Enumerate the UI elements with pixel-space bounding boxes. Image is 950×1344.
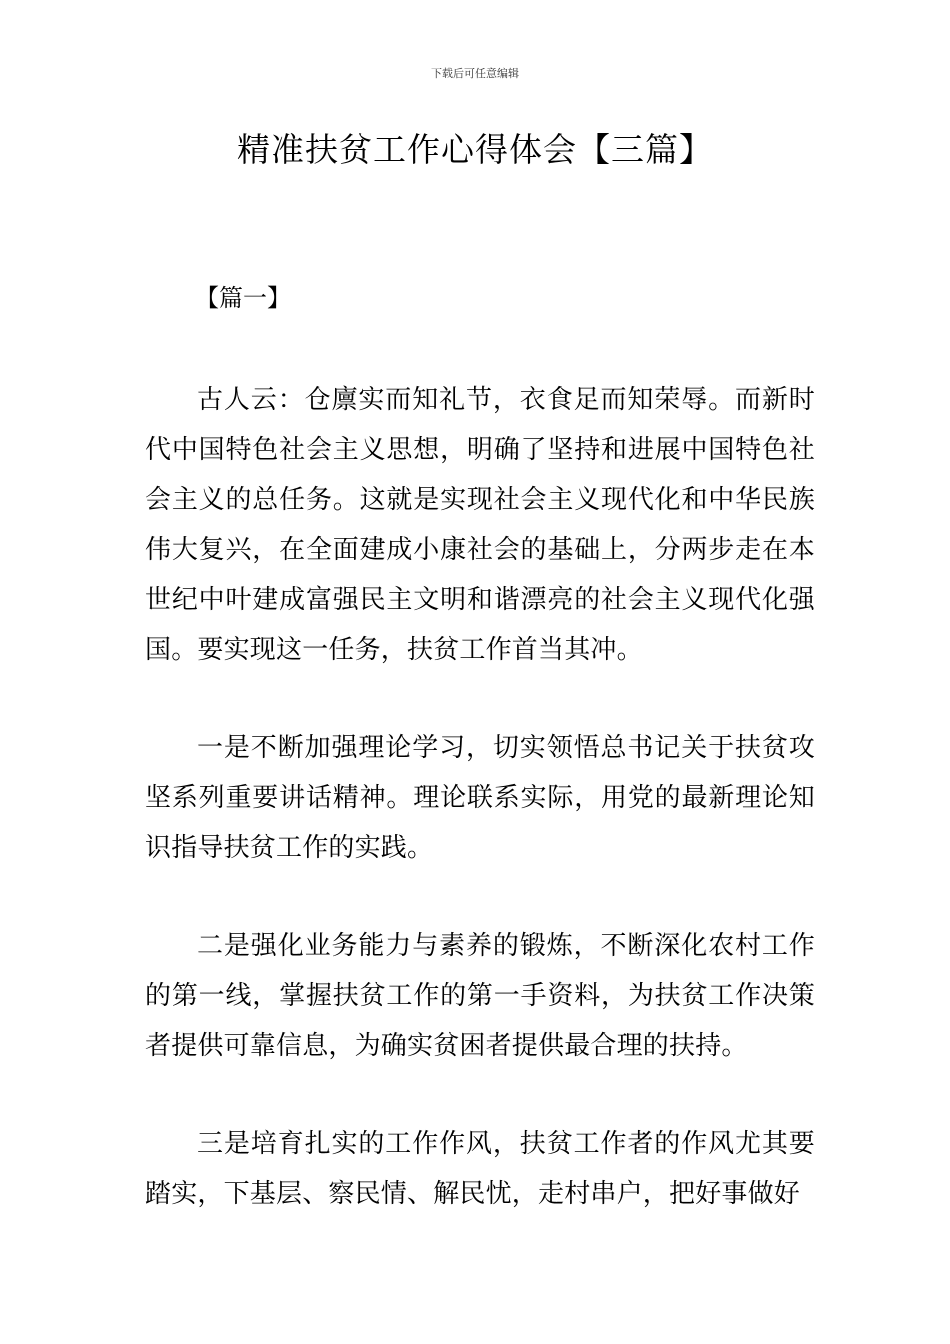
section-label: 【篇一】 <box>195 284 291 312</box>
paragraph: 古人云：仓廪实而知礼节，衣食足而知荣辱。而新时代中国特色社会主义思想，明确了坚持和进展中国特色社会主义的总任务。这就是实现社会主义现代化和中华民族伟大复兴，在全面建成小康社会的基础上，分两步走在本世纪中叶建成富强民主文明和谐漂亮的社会主义现代化强国。要实现这一任务，扶贫工作首当其冲。 <box>145 385 815 665</box>
header-note: 下载后可任意编辑 <box>431 67 519 80</box>
paragraph: 一是不断加强理论学习，切实领悟总书记关于扶贫攻坚系列重要讲话精神。理论联系实际，用党的最新理论知识指导扶贫工作的实践。 <box>145 733 815 863</box>
paragraph: 三是培育扎实的工作作风，扶贫工作者的作风尤其要踏实，下基层、察民情、解民忧，走村串户，把好事做好 <box>145 1129 815 1209</box>
document-title: 精准扶贫工作心得体会【三篇】 <box>237 130 713 169</box>
paragraph: 二是强化业务能力与素养的锻炼，不断深化农村工作的第一线，掌握扶贫工作的第一手资料，为扶贫工作决策者提供可靠信息，为确实贫困者提供最合理的扶持。 <box>145 931 815 1061</box>
